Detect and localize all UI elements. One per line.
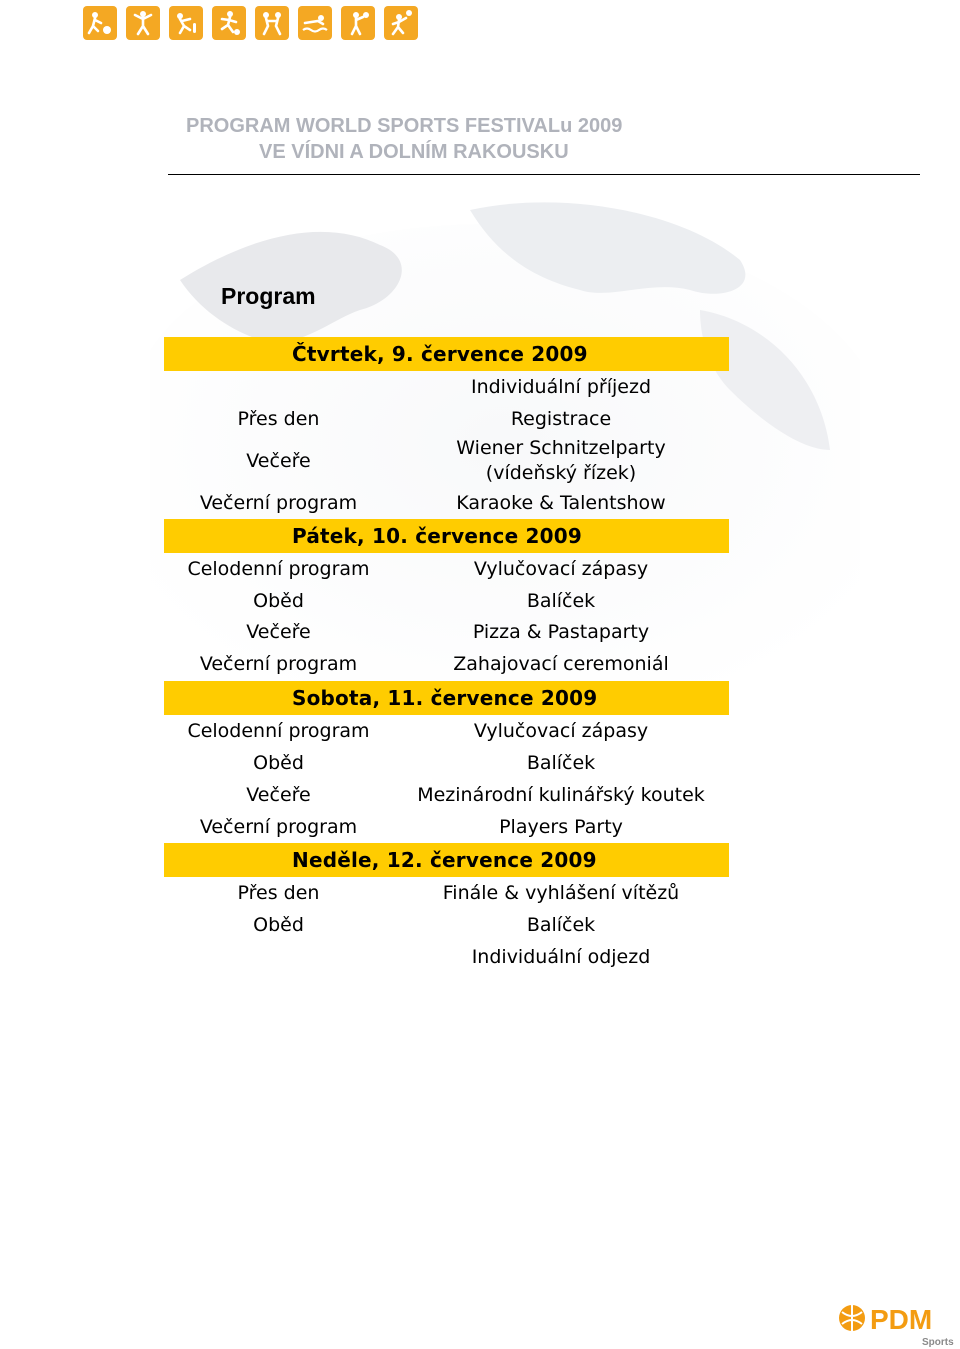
activity-line-2: (vídeňský řízek) [485,462,637,484]
activity-label: Mezinárodní kulinářský koutek [417,784,705,806]
time-label: Večeře [246,450,311,472]
day-header: Pátek, 10. července 2009 [164,519,729,553]
table-row [164,747,729,779]
logo-wordmark: PDM [870,1304,933,1335]
bowling-icon [83,6,117,40]
wrestling-icon [255,6,289,40]
activity-label: Vylučovací zápasy [473,558,649,580]
sport-icons-bar [83,6,427,42]
table-row [164,877,729,909]
time-label: Celodenní program [187,558,370,580]
table-row [164,715,729,747]
time-label: Přes den [237,882,320,904]
time-label: Večeře [246,784,311,806]
day-header: Sobota, 11. července 2009 [164,681,729,715]
table-row [164,435,729,487]
table-row [164,941,729,973]
activity-label: Finále & vyhlášení vítězů [442,882,680,904]
document-title [186,113,746,165]
table-row [164,585,729,617]
activity-label: Zahajovací ceremoniál [453,653,669,675]
activity-label: Pizza & Pastaparty [472,621,650,643]
table-tennis-icon [341,6,375,40]
activity-label: Individuální odjezd [471,946,651,968]
table-row [164,909,729,941]
swimming-icon [298,6,332,40]
time-label: Oběd [253,914,304,936]
activity-line-1: Wiener Schnitzelparty [456,437,666,459]
activity-label [393,436,729,486]
table-row [164,811,729,843]
time-label: Celodenní program [187,720,370,742]
time-label: Oběd [253,590,304,612]
section-heading: Program [221,283,316,309]
time-label: Večeře [246,621,311,643]
title-line-2: VE VÍDNI A DOLNÍM RAKOUSKU [259,141,569,163]
table-row [164,487,729,519]
time-label: Večerní program [199,653,358,675]
activity-label: Players Party [499,816,623,838]
cheerleading-icon [126,6,160,40]
program-table [164,337,729,973]
day-header: Neděle, 12. července 2009 [164,843,729,877]
table-row [164,553,729,585]
logo-subtitle: Sports [922,1337,954,1348]
time-label: Přes den [237,408,320,430]
activity-label: Vylučovací zápasy [473,720,649,742]
table-row [164,371,729,403]
time-label [164,371,393,403]
soccer-icon [212,6,246,40]
activity-label: Balíček [526,590,596,612]
activity-label: Balíček [526,752,596,774]
activity-label: Registrace [510,408,612,430]
time-label: Oběd [253,752,304,774]
pdm-sports-logo [836,1298,960,1348]
table-row [164,648,729,681]
day-header: Čtvrtek, 9. července 2009 [164,337,729,371]
title-divider [168,174,920,175]
table-row [164,779,729,811]
table-row [164,403,729,435]
time-label: Večerní program [199,816,358,838]
activity-label: Karaoke & Talentshow [456,492,666,514]
time-label [164,941,393,973]
activity-label: Individuální příjezd [470,376,652,398]
activity-label: Balíček [526,914,596,936]
title-line-1: PROGRAM WORLD SPORTS FESTIVALu 2009 [186,115,623,137]
table-row [164,617,729,648]
skittles-icon [169,6,203,40]
volleyball-icon [384,6,418,40]
time-label: Večerní program [199,492,358,514]
